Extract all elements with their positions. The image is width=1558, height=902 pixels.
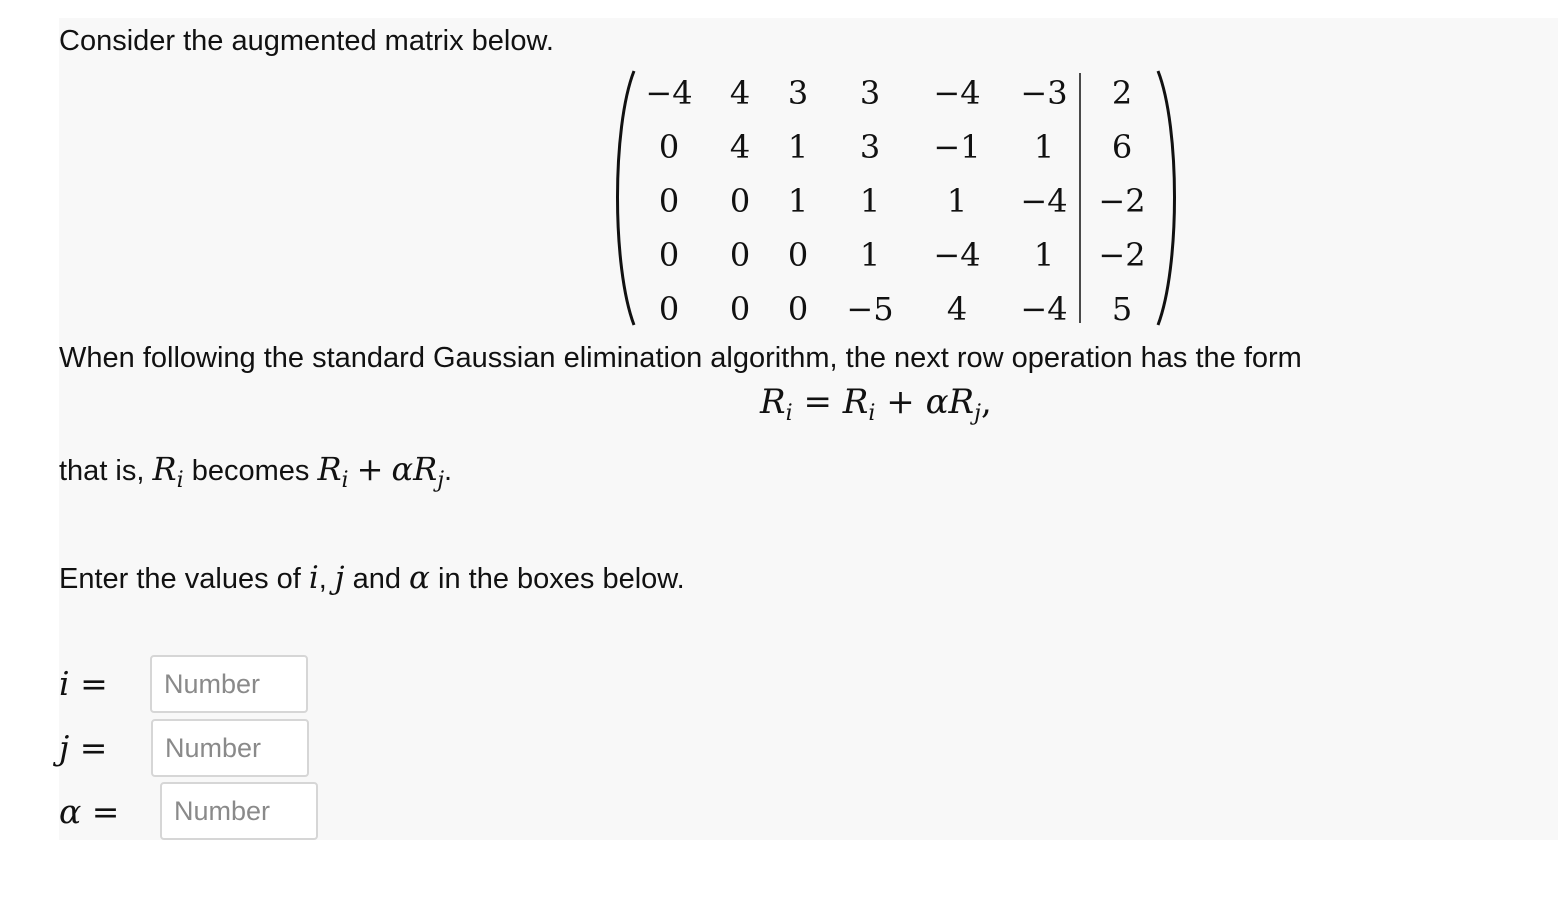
matrix-cell: 3 — [787, 74, 809, 112]
matrix-cell: 0 — [658, 182, 680, 220]
row-operation-formula: $R_i = R_i + \alpha R_j$, — [760, 382, 992, 426]
that-is-sentence: that is, $R_i$ becomes $R_i + \alpha R_j$. — [59, 450, 453, 493]
matrix-cell: 1 — [1033, 236, 1055, 274]
matrix-brackets — [612, 67, 1180, 329]
i-label: i = — [59, 664, 108, 703]
matrix-cell: 1 — [787, 182, 809, 220]
intro-text: Consider the augmented matrix below. — [59, 25, 554, 57]
i-input[interactable] — [150, 655, 308, 713]
matrix-cell: 5 — [1111, 290, 1133, 328]
matrix-cell: 1 — [946, 182, 968, 220]
matrix-cell: 0 — [658, 290, 680, 328]
matrix-cell: −3 — [1020, 74, 1068, 112]
matrix-cell: −1 — [933, 128, 981, 166]
matrix-cell: 4 — [729, 128, 751, 166]
j-label: j = — [59, 728, 108, 767]
matrix-cell: −4 — [1020, 290, 1068, 328]
matrix-cell: −2 — [1098, 182, 1146, 220]
matrix-cell: 0 — [729, 236, 751, 274]
j-input[interactable] — [151, 719, 309, 777]
matrix-cell: 3 — [859, 74, 881, 112]
matrix-cell: 2 — [1111, 74, 1133, 112]
augmented-matrix — [612, 67, 1180, 329]
matrix-cell: 1 — [859, 182, 881, 220]
alpha-label: α = — [59, 792, 120, 831]
matrix-cell: 4 — [729, 74, 751, 112]
matrix-cell: 0 — [658, 236, 680, 274]
enter-instructions: Enter the values of i, j and α in the boxes below. — [59, 560, 685, 596]
matrix-cell: −4 — [645, 74, 693, 112]
matrix-cell: −4 — [933, 74, 981, 112]
matrix-cell: 0 — [729, 182, 751, 220]
matrix-cell: −4 — [1020, 182, 1068, 220]
matrix-cell: 1 — [787, 128, 809, 166]
matrix-cell: 0 — [787, 236, 809, 274]
matrix-cell: −4 — [933, 236, 981, 274]
matrix-cell: 0 — [787, 290, 809, 328]
gauss-sentence: When following the standard Gaussian elimination algorithm, the next row operation has the form — [59, 342, 1302, 374]
matrix-cell: 1 — [859, 236, 881, 274]
matrix-cell: 0 — [729, 290, 751, 328]
alpha-input[interactable] — [160, 782, 318, 840]
left-parenthesis — [618, 71, 635, 325]
matrix-cell: 0 — [658, 128, 680, 166]
matrix-cell: 4 — [946, 290, 968, 328]
matrix-cell: 3 — [859, 128, 881, 166]
matrix-cell: 6 — [1111, 128, 1133, 166]
right-parenthesis — [1158, 71, 1175, 325]
matrix-cell: 1 — [1033, 128, 1055, 166]
matrix-cell: −2 — [1098, 236, 1146, 274]
matrix-cell: −5 — [846, 290, 894, 328]
